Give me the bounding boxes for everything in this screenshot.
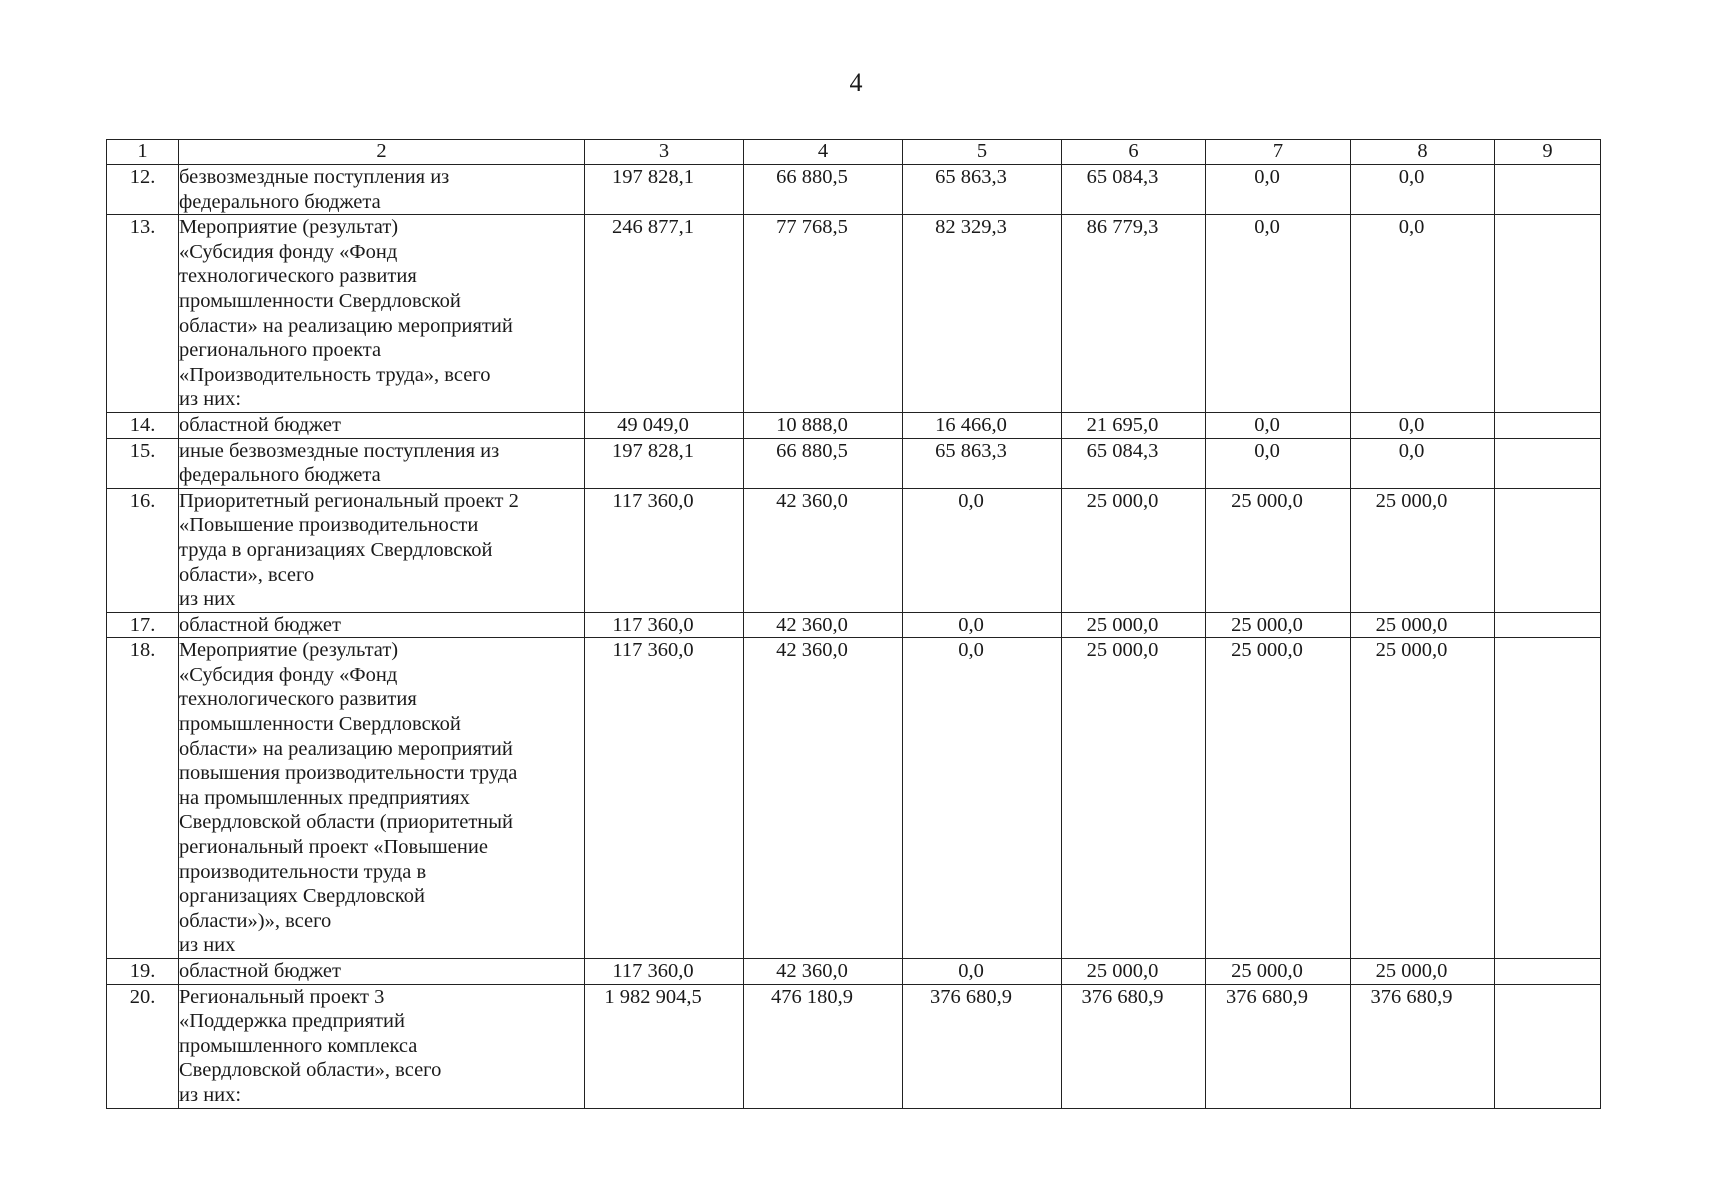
value-cell-col-7	[1206, 959, 1351, 985]
value-cell-col-6	[1062, 959, 1206, 985]
value-cell-col-8	[1351, 215, 1495, 413]
table-row	[107, 612, 1601, 638]
value-cell-col-5	[903, 984, 1062, 1108]
value-cell-col-6	[1062, 215, 1206, 413]
value-cell-col-8	[1351, 438, 1495, 488]
value-text: 65 084,3	[1086, 439, 1159, 462]
value-cell-col-9	[1495, 165, 1601, 215]
value-text: 117 360,0	[612, 639, 694, 662]
value-text: 82 329,3	[935, 216, 1007, 239]
value-text: 65 863,3	[935, 166, 1007, 188]
value-cell-col-3	[585, 959, 744, 985]
value-text: 376 680,9	[1226, 985, 1308, 1008]
row-number: 19.	[107, 959, 179, 985]
value-text: 0,0	[1398, 166, 1425, 188]
value-cell-col-5	[903, 438, 1062, 488]
value-text: 0,0	[1254, 216, 1280, 239]
value-cell-col-4	[744, 638, 903, 959]
value-cell-col-8	[1351, 638, 1495, 959]
value-cell-col-7	[1206, 612, 1351, 638]
page-number: 4	[849, 68, 863, 97]
table-row	[107, 638, 1601, 959]
value-text: 0,0	[1254, 439, 1280, 462]
row-number: 14.	[107, 412, 179, 438]
value-cell-col-3	[585, 438, 744, 488]
header-cell: 4	[744, 140, 903, 165]
table-row	[107, 438, 1601, 488]
value-text: 10 888,0	[776, 413, 848, 436]
value-cell-col-5	[903, 488, 1062, 612]
value-text: 0,0	[958, 489, 984, 512]
value-cell-col-3	[585, 215, 744, 413]
row-description: Мероприятие (результат) «Субсидия фонду «Фонд технологического развития промышленности Свердловской области» на реализацию мероприятий регионального проекта «Производительность труда», всего из них:	[179, 215, 585, 413]
value-cell-col-4	[744, 488, 903, 612]
value-cell-col-7	[1206, 412, 1351, 438]
value-cell-col-7	[1206, 438, 1351, 488]
table-row	[107, 984, 1601, 1108]
value-cell-col-9	[1495, 215, 1601, 413]
row-description: областной бюджет	[179, 959, 585, 985]
row-number: 12.	[107, 165, 179, 215]
value-text: 0,0	[1254, 166, 1280, 188]
row-description: областной бюджет	[179, 612, 585, 638]
value-text: 49 049,0	[617, 413, 689, 436]
header-cell: 7	[1206, 140, 1351, 165]
row-number: 16.	[107, 488, 179, 612]
header-cell: 6	[1062, 140, 1206, 165]
value-cell-col-9	[1495, 438, 1601, 488]
value-cell-col-9	[1495, 959, 1601, 985]
value-cell-col-8	[1351, 984, 1495, 1108]
value-cell-col-5	[903, 412, 1062, 438]
header-row	[107, 140, 1601, 165]
table-row	[107, 215, 1601, 413]
row-description: Региональный проект 3 «Поддержка предприятий промышленного комплекса Свердловской области», всего из них:	[179, 984, 585, 1108]
value-cell-col-4	[744, 412, 903, 438]
value-cell-col-6	[1062, 638, 1206, 959]
value-cell-col-7	[1206, 165, 1351, 215]
value-text: 1 982 904,5	[604, 985, 702, 1008]
value-cell-col-6	[1062, 984, 1206, 1108]
value-cell-col-9	[1495, 488, 1601, 612]
value-text: 66 880,5	[776, 166, 848, 188]
value-cell-col-9	[1495, 638, 1601, 959]
value-text: 25 000,0	[1086, 613, 1159, 636]
value-cell-col-3	[585, 638, 744, 959]
value-cell-col-4	[744, 984, 903, 1108]
row-description: областной бюджет	[179, 412, 585, 438]
value-text: 25 000,0	[1086, 960, 1159, 982]
value-text: 25 000,0	[1375, 613, 1448, 636]
value-text: 16 466,0	[935, 413, 1007, 436]
value-text: 376 680,9	[1370, 985, 1453, 1008]
value-text: 197 828,1	[612, 166, 694, 188]
value-cell-col-9	[1495, 984, 1601, 1108]
budget-table	[106, 139, 1601, 1109]
value-cell-col-9	[1495, 612, 1601, 638]
row-number: 20.	[107, 984, 179, 1108]
value-text: 25 000,0	[1231, 613, 1303, 636]
value-cell-col-7	[1206, 638, 1351, 959]
value-text: 25 000,0	[1231, 960, 1303, 982]
value-cell-col-5	[903, 215, 1062, 413]
value-cell-col-3	[585, 984, 744, 1108]
value-cell-col-6	[1062, 612, 1206, 638]
value-text: 197 828,1	[612, 439, 694, 462]
value-cell-col-7	[1206, 984, 1351, 1108]
value-text: 66 880,5	[776, 439, 848, 462]
value-text: 0,0	[1398, 216, 1425, 239]
value-text: 42 360,0	[776, 960, 848, 982]
value-cell-col-7	[1206, 488, 1351, 612]
value-text: 77 768,5	[776, 216, 848, 239]
value-cell-col-4	[744, 959, 903, 985]
value-text: 376 680,9	[1081, 985, 1164, 1008]
value-text: 21 695,0	[1086, 413, 1159, 436]
value-cell-col-8	[1351, 959, 1495, 985]
value-cell-col-4	[744, 438, 903, 488]
value-text: 25 000,0	[1086, 639, 1159, 662]
row-number: 18.	[107, 638, 179, 959]
value-cell-col-6	[1062, 165, 1206, 215]
value-text: 25 000,0	[1375, 960, 1448, 982]
value-text: 42 360,0	[776, 639, 848, 662]
value-text: 86 779,3	[1086, 216, 1159, 239]
value-cell-col-8	[1351, 165, 1495, 215]
value-cell-col-6	[1062, 488, 1206, 612]
row-number: 17.	[107, 612, 179, 638]
value-text: 117 360,0	[612, 960, 694, 982]
value-text: 42 360,0	[776, 613, 848, 636]
value-cell-col-4	[744, 165, 903, 215]
header-cell: 8	[1351, 140, 1495, 165]
value-text: 0,0	[1398, 413, 1425, 436]
value-text: 117 360,0	[612, 613, 694, 636]
value-text: 25 000,0	[1231, 639, 1303, 662]
table-row	[107, 959, 1601, 985]
value-cell-col-5	[903, 612, 1062, 638]
value-cell-col-6	[1062, 412, 1206, 438]
value-cell-col-4	[744, 215, 903, 413]
value-cell-col-5	[903, 638, 1062, 959]
value-text: 0,0	[1398, 439, 1425, 462]
value-cell-col-7	[1206, 215, 1351, 413]
header-cell: 9	[1495, 140, 1601, 165]
value-text: 65 863,3	[935, 439, 1007, 462]
value-text: 42 360,0	[776, 489, 848, 512]
value-text: 476 180,9	[771, 985, 853, 1008]
header-cell: 5	[903, 140, 1062, 165]
value-cell-col-5	[903, 165, 1062, 215]
value-cell-col-3	[585, 412, 744, 438]
value-cell-col-3	[585, 612, 744, 638]
value-text: 25 000,0	[1086, 489, 1159, 512]
value-text: 25 000,0	[1375, 639, 1448, 662]
value-cell-col-6	[1062, 438, 1206, 488]
header-cell: 3	[585, 140, 744, 165]
value-text: 0,0	[958, 960, 984, 982]
value-text: 0,0	[958, 613, 984, 636]
row-number: 15.	[107, 438, 179, 488]
header-cell: 2	[179, 140, 585, 165]
value-text: 65 084,3	[1086, 166, 1159, 188]
value-cell-col-8	[1351, 412, 1495, 438]
value-text: 376 680,9	[930, 985, 1012, 1008]
header-cell: 1	[107, 140, 179, 165]
row-description: Мероприятие (результат) «Субсидия фонду «Фонд технологического развития промышленности Свердловской области» на реализацию мероприятий повышения производительности труда на промышленных предприятиях Свердловской области (приоритетный региональный проект «Повышение производительности труда в организациях Свердловской области»)», всего из них	[179, 638, 585, 959]
row-description: Приоритетный региональный проект 2 «Повышение производительности труда в организациях Свердловской области», всего из них	[179, 488, 585, 612]
value-text: 0,0	[1254, 413, 1280, 436]
value-cell-col-5	[903, 959, 1062, 985]
table-row	[107, 165, 1601, 215]
value-text: 246 877,1	[612, 216, 694, 239]
value-cell-col-4	[744, 612, 903, 638]
value-text: 117 360,0	[612, 489, 694, 512]
table-row	[107, 488, 1601, 612]
value-cell-col-3	[585, 165, 744, 215]
value-text: 0,0	[958, 639, 984, 662]
value-cell-col-9	[1495, 412, 1601, 438]
row-description: иные безвозмездные поступления из федерального бюджета	[179, 438, 585, 488]
value-text: 25 000,0	[1375, 489, 1448, 512]
table-body	[107, 165, 1601, 1109]
table-row	[107, 412, 1601, 438]
row-description: безвозмездные поступления из федерального бюджета	[179, 165, 585, 215]
value-cell-col-3	[585, 488, 744, 612]
value-cell-col-8	[1351, 612, 1495, 638]
row-number: 13.	[107, 215, 179, 413]
value-cell-col-8	[1351, 488, 1495, 612]
value-text: 25 000,0	[1231, 489, 1303, 512]
